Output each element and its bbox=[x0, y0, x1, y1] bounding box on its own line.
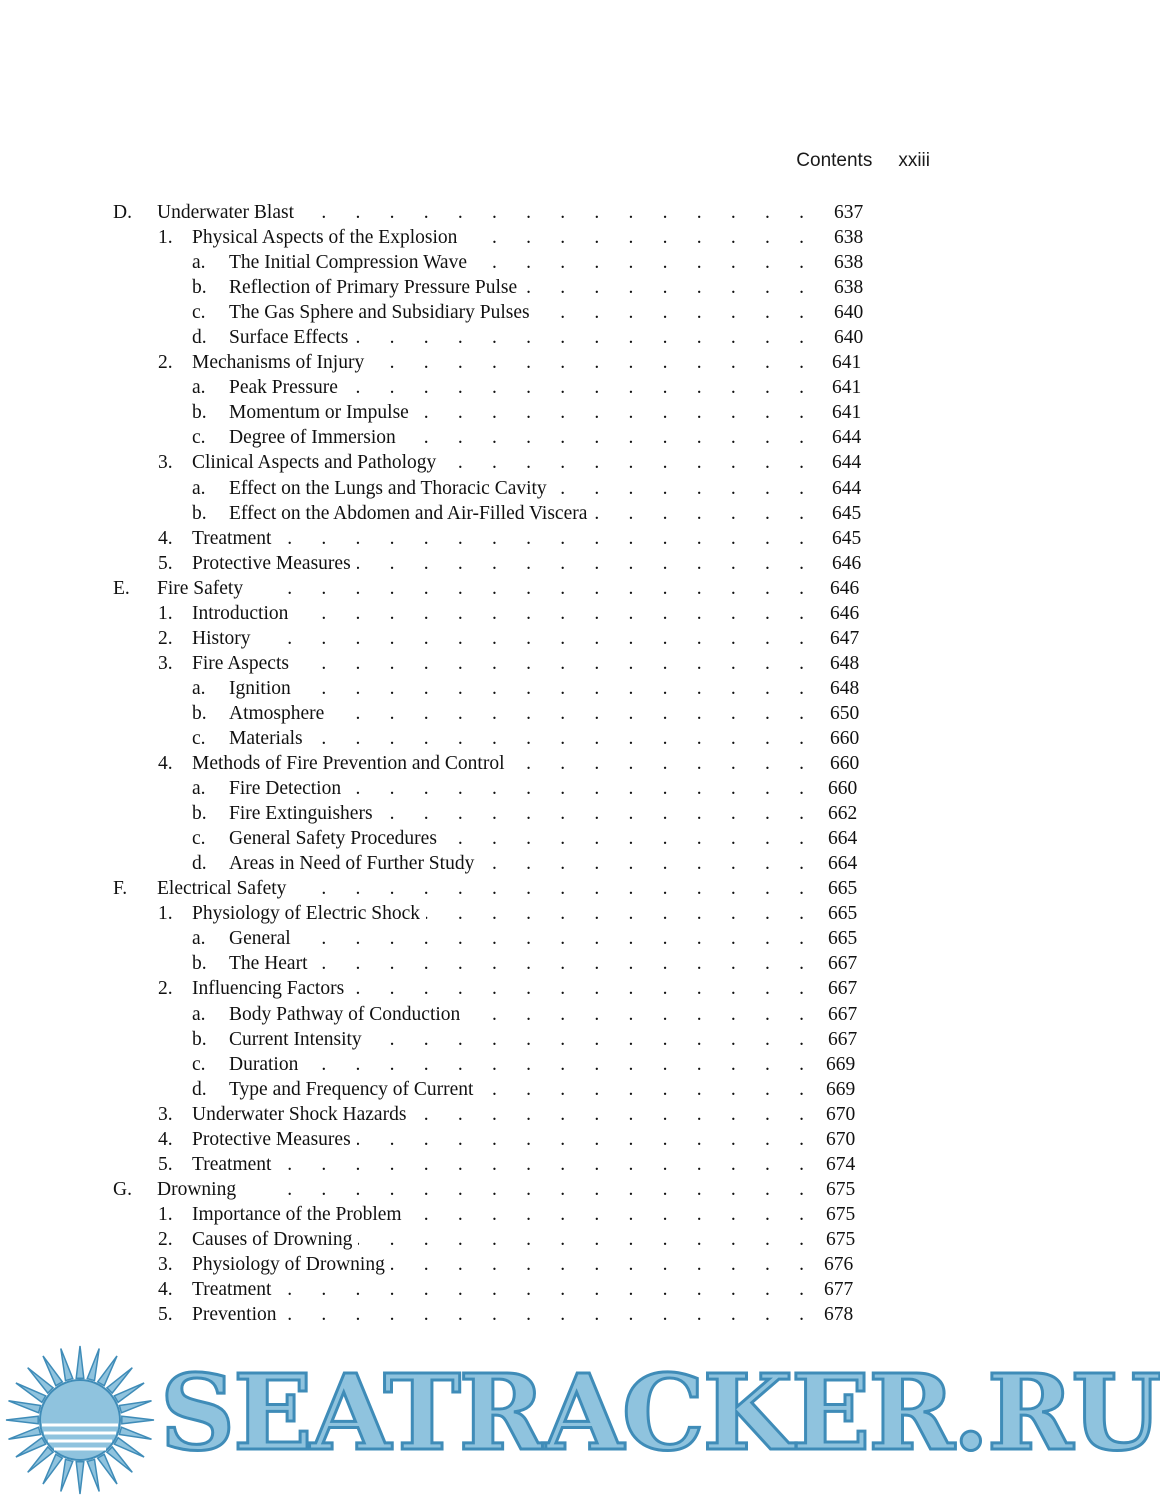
toc-entry-title: Underwater Shock Hazards bbox=[192, 1102, 412, 1127]
dot-leader bbox=[150, 1177, 804, 1202]
toc-entry-number: 2. bbox=[158, 978, 173, 1000]
toc-entry bbox=[0, 450, 1050, 475]
toc-entry-page: 650 bbox=[830, 702, 860, 724]
toc-entry-title: Duration bbox=[229, 1052, 304, 1077]
toc-entry-title: The Heart bbox=[229, 951, 314, 976]
toc-entry-title: Physical Aspects of the Explosion bbox=[192, 225, 463, 250]
toc-entry-number: 4. bbox=[158, 1128, 173, 1150]
toc-entry-title: Momentum or Impulse bbox=[229, 400, 415, 425]
toc-entry-title: Mechanisms of Injury bbox=[192, 350, 370, 375]
toc-entry-page: 645 bbox=[832, 502, 862, 524]
toc-entry-title: Introduction bbox=[192, 601, 294, 626]
toc-entry bbox=[0, 901, 1050, 926]
toc-entry-number: c. bbox=[192, 828, 206, 850]
toc-entry-title: Physiology of Drowning bbox=[192, 1252, 391, 1277]
toc-entry-title: Causes of Drowning bbox=[192, 1227, 358, 1252]
toc-entry-page: 644 bbox=[832, 477, 862, 499]
toc-entry-number: a. bbox=[192, 928, 206, 950]
toc-entry bbox=[0, 501, 1050, 526]
toc-entry-title: Ignition bbox=[229, 676, 297, 701]
toc-entry-page: 641 bbox=[832, 352, 862, 374]
toc-entry bbox=[0, 200, 1050, 225]
sun-ray bbox=[6, 1416, 38, 1424]
toc-entry-number: a. bbox=[192, 377, 206, 399]
toc-entry-title: The Gas Sphere and Subsidiary Pulses bbox=[229, 300, 536, 325]
toc-entry-number: c. bbox=[192, 427, 206, 449]
sun-ray bbox=[119, 1427, 151, 1439]
toc-entry-number: 5. bbox=[158, 1304, 173, 1326]
toc-entry-number: 4. bbox=[158, 527, 173, 549]
toc-entry bbox=[0, 250, 1050, 275]
toc-entry-number: b. bbox=[192, 1028, 207, 1050]
toc-entry-number: d. bbox=[192, 1078, 207, 1100]
toc-entry-page: 665 bbox=[828, 903, 858, 925]
toc-entry-number: 3. bbox=[158, 652, 173, 674]
toc-entry-title: Drowning bbox=[157, 1177, 242, 1202]
toc-entry-page: 670 bbox=[826, 1128, 856, 1150]
toc-entry-number: 3. bbox=[158, 452, 173, 474]
toc-entry-title: Electrical Safety bbox=[157, 876, 292, 901]
toc-entry-number: b. bbox=[192, 803, 207, 825]
watermark bbox=[0, 1335, 1160, 1500]
toc-entry bbox=[0, 551, 1050, 576]
toc-entry-title: Materials bbox=[229, 726, 309, 751]
toc-entry-title: Treatment bbox=[192, 1277, 277, 1302]
toc-entry bbox=[0, 225, 1050, 250]
toc-entry-number: E. bbox=[113, 577, 130, 599]
toc-entry-title: Fire Detection bbox=[229, 776, 347, 801]
toc-entry bbox=[0, 876, 1050, 901]
toc-entry-page: 667 bbox=[828, 978, 858, 1000]
toc-entry-number: a. bbox=[192, 677, 206, 699]
toc-entry-page: 638 bbox=[834, 277, 864, 299]
toc-entry-number: b. bbox=[192, 277, 207, 299]
toc-entry-page: 667 bbox=[828, 1028, 858, 1050]
toc-entry-page: 646 bbox=[830, 602, 860, 624]
toc-entry bbox=[0, 1002, 1050, 1027]
running-head bbox=[796, 150, 930, 172]
toc-entry bbox=[0, 601, 1050, 626]
toc-entry-page: 640 bbox=[834, 327, 864, 349]
toc-entry-number: d. bbox=[192, 853, 207, 875]
toc-entry bbox=[0, 1252, 1050, 1277]
toc-entry-page: 675 bbox=[826, 1178, 856, 1200]
toc-entry-number: 1. bbox=[158, 903, 173, 925]
toc-entry bbox=[0, 926, 1050, 951]
toc-entry bbox=[0, 300, 1050, 325]
toc-entry bbox=[0, 526, 1050, 551]
toc-entry-title: Importance of the Problem bbox=[192, 1202, 408, 1227]
toc-entry-number: c. bbox=[192, 727, 206, 749]
toc-entry-title: Protective Measures bbox=[192, 1127, 357, 1152]
sun-ray bbox=[87, 1349, 99, 1381]
toc-entry-number: G. bbox=[113, 1178, 132, 1200]
toc-entry-number: 2. bbox=[158, 352, 173, 374]
toc-entry-title: Reflection of Primary Pressure Pulse bbox=[229, 275, 523, 300]
toc-entry-number: 1. bbox=[158, 602, 173, 624]
toc-entry-page: 637 bbox=[834, 202, 864, 223]
toc-entry bbox=[0, 626, 1050, 651]
toc-entry bbox=[0, 1027, 1050, 1052]
toc-entry-title: History bbox=[192, 626, 257, 651]
toc-entry-title: Degree of Immersion bbox=[229, 425, 402, 450]
toc-entry bbox=[0, 851, 1050, 876]
toc-entry-page: 676 bbox=[824, 1253, 854, 1275]
toc-entry-number: 4. bbox=[158, 753, 173, 775]
toc-entry-title: General Safety Procedures bbox=[229, 826, 443, 851]
toc-entry bbox=[0, 751, 1050, 776]
toc-entry-page: 648 bbox=[830, 652, 860, 674]
toc-entry bbox=[0, 350, 1050, 375]
toc-entry-page: 646 bbox=[830, 577, 860, 599]
sun-logo-icon bbox=[0, 1345, 160, 1495]
toc-entry-title: Treatment bbox=[192, 526, 277, 551]
toc-entry bbox=[0, 1177, 1050, 1202]
toc-entry bbox=[0, 476, 1050, 501]
toc-entry-page: 644 bbox=[832, 452, 862, 474]
toc-entry-title: Underwater Blast bbox=[157, 200, 300, 225]
toc-entry bbox=[0, 275, 1050, 300]
sun-ray bbox=[76, 1462, 84, 1494]
toc-entry-title: Fire Safety bbox=[157, 576, 249, 601]
toc-entry-page: 638 bbox=[834, 252, 864, 274]
toc-entry-title: Surface Effects bbox=[229, 325, 354, 350]
toc-entry-page: 667 bbox=[828, 1003, 858, 1025]
toc-entry bbox=[0, 1227, 1050, 1252]
toc-entry-number: F. bbox=[113, 878, 128, 900]
sun-ray bbox=[122, 1416, 154, 1424]
sun-ray bbox=[119, 1401, 151, 1413]
toc-entry-number: a. bbox=[192, 1003, 206, 1025]
toc-entry-title: Peak Pressure bbox=[229, 375, 344, 400]
toc-entry-page: 641 bbox=[832, 377, 862, 399]
toc-entry bbox=[0, 1102, 1050, 1127]
toc-entry-number: c. bbox=[192, 302, 206, 324]
sun-ray bbox=[76, 1346, 84, 1378]
toc-entry-page: 665 bbox=[828, 928, 858, 950]
toc-entry-number: d. bbox=[192, 327, 207, 349]
sun-ray bbox=[9, 1401, 41, 1413]
watermark-text: SEATRACKER.RU bbox=[160, 1351, 1160, 1474]
toc-entry bbox=[0, 1077, 1050, 1102]
toc-entry-title: Protective Measures bbox=[192, 551, 357, 576]
toc-entry-title: Treatment bbox=[192, 1152, 277, 1177]
toc-entry bbox=[0, 1202, 1050, 1227]
toc-entry-page: 646 bbox=[832, 552, 862, 574]
toc-entry bbox=[0, 576, 1050, 601]
toc-entry-page: 669 bbox=[826, 1078, 856, 1100]
toc-entry-page: 638 bbox=[834, 227, 864, 249]
toc-entry bbox=[0, 726, 1050, 751]
toc-entry bbox=[0, 400, 1050, 425]
toc-entry-title: Effect on the Lungs and Thoracic Cavity bbox=[229, 476, 553, 501]
toc-entry-number: 2. bbox=[158, 627, 173, 649]
toc-entry-page: 660 bbox=[830, 727, 860, 749]
toc-entry bbox=[0, 676, 1050, 701]
toc-entry-number: 5. bbox=[158, 1153, 173, 1175]
toc-entry-page: 670 bbox=[826, 1103, 856, 1125]
toc-entry-page: 644 bbox=[832, 427, 862, 449]
toc-entry-page: 677 bbox=[824, 1279, 854, 1301]
toc-entry-page: 660 bbox=[828, 778, 858, 800]
toc-entry-title: Prevention bbox=[192, 1302, 282, 1327]
sun-ray bbox=[9, 1427, 41, 1439]
toc-entry-page: 662 bbox=[828, 803, 858, 825]
toc-entry-title: Methods of Fire Prevention and Control bbox=[192, 751, 511, 776]
toc-entry bbox=[0, 1127, 1050, 1152]
toc-entry-number: a. bbox=[192, 252, 206, 274]
toc-entry-page: 669 bbox=[826, 1053, 856, 1075]
toc-entry-page: 675 bbox=[826, 1228, 856, 1250]
toc-entry-page: 641 bbox=[832, 402, 862, 424]
sun-ray bbox=[61, 1349, 73, 1381]
toc-entry-title: General bbox=[229, 926, 297, 951]
toc-entry-title: Current Intensity bbox=[229, 1027, 368, 1052]
running-head-page-number: xxiii bbox=[898, 150, 930, 171]
toc-entry-number: 3. bbox=[158, 1103, 173, 1125]
toc-entry-number: b. bbox=[192, 402, 207, 424]
toc-entry-title: Physiology of Electric Shock bbox=[192, 901, 426, 926]
toc-entry bbox=[0, 951, 1050, 976]
toc-entry bbox=[0, 1152, 1050, 1177]
toc-entry bbox=[0, 1302, 1050, 1327]
toc-entry-title: Clinical Aspects and Pathology bbox=[192, 450, 442, 475]
toc-entry bbox=[0, 701, 1050, 726]
toc-entry-number: c. bbox=[192, 1053, 206, 1075]
toc-entry-title: The Initial Compression Wave bbox=[229, 250, 473, 275]
sun-ray bbox=[87, 1459, 99, 1491]
toc-entry-number: b. bbox=[192, 502, 207, 524]
toc-entry-page: 665 bbox=[828, 878, 858, 900]
toc-entry bbox=[0, 1052, 1050, 1077]
toc-entry-number: 3. bbox=[158, 1253, 173, 1275]
toc-entry-page: 664 bbox=[828, 828, 858, 850]
toc-entry-number: a. bbox=[192, 477, 206, 499]
toc-entry-title: Fire Aspects bbox=[192, 651, 295, 676]
toc-entry-title: Type and Frequency of Current bbox=[229, 1077, 479, 1102]
toc-entry bbox=[0, 1277, 1050, 1302]
toc-entry-page: 647 bbox=[830, 627, 860, 649]
toc-entry-number: 4. bbox=[158, 1279, 173, 1301]
toc-entry-page: 678 bbox=[824, 1304, 854, 1326]
toc-entry-title: Effect on the Abdomen and Air-Filled Viscera bbox=[229, 501, 593, 526]
running-head-section: Contents bbox=[796, 150, 873, 171]
toc-entry-page: 645 bbox=[832, 527, 862, 549]
toc-entry-title: Body Pathway of Conduction bbox=[229, 1002, 466, 1027]
toc-entry bbox=[0, 826, 1050, 851]
toc-entry bbox=[0, 776, 1050, 801]
toc-entry-title: Areas in Need of Further Study bbox=[229, 851, 480, 876]
toc-entry bbox=[0, 425, 1050, 450]
toc-entry-number: 5. bbox=[158, 552, 173, 574]
toc-entry-page: 648 bbox=[830, 677, 860, 699]
toc-entry-page: 674 bbox=[826, 1153, 856, 1175]
toc-entry-page: 675 bbox=[826, 1203, 856, 1225]
toc-entry bbox=[0, 801, 1050, 826]
toc-entry bbox=[0, 375, 1050, 400]
toc-entry-title: Atmosphere bbox=[229, 701, 330, 726]
toc-entry-number: 2. bbox=[158, 1228, 173, 1250]
toc-entry-number: b. bbox=[192, 953, 207, 975]
toc-entry-page: 664 bbox=[828, 853, 858, 875]
toc-entry-page: 640 bbox=[834, 302, 864, 324]
toc-entry-number: b. bbox=[192, 702, 207, 724]
toc-entry-title: Influencing Factors bbox=[192, 976, 350, 1001]
toc-entry bbox=[0, 325, 1050, 350]
toc-entry-number: a. bbox=[192, 778, 206, 800]
sun-ray bbox=[61, 1459, 73, 1491]
toc-entry-number: 1. bbox=[158, 227, 173, 249]
toc-entry-number: D. bbox=[113, 202, 132, 223]
toc-entry bbox=[0, 651, 1050, 676]
toc-entry bbox=[0, 976, 1050, 1001]
toc-entry-number: 1. bbox=[158, 1203, 173, 1225]
table-of-contents bbox=[0, 200, 1050, 1327]
toc-entry-page: 667 bbox=[828, 953, 858, 975]
toc-entry-page: 660 bbox=[830, 753, 860, 775]
toc-entry-title: Fire Extinguishers bbox=[229, 801, 379, 826]
